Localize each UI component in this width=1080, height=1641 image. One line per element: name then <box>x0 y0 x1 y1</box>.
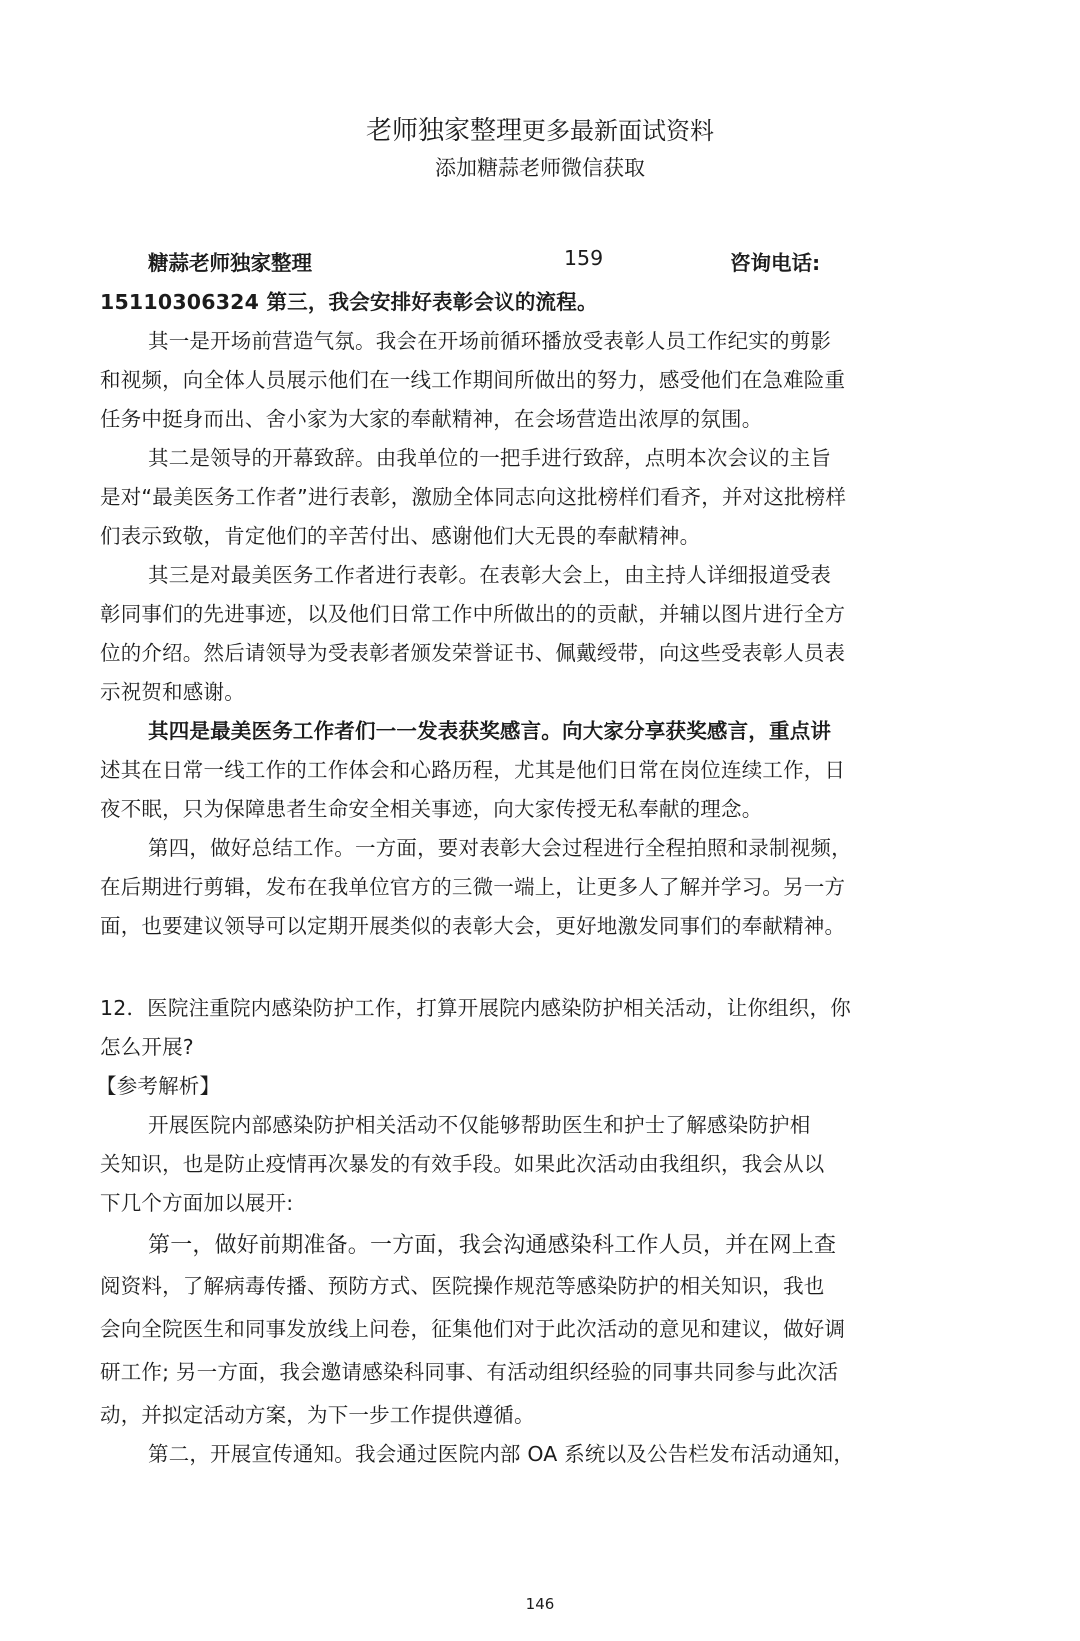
meta-author: 糖蒜老师独家整理 <box>148 251 312 275</box>
body-line: 会向全院医生和同事发放线上问卷，征集他们对于此次活动的意见和建议，做好调 <box>100 1317 846 1341</box>
body-line: 和视频，向全体人员展示他们在一线工作期间所做出的努力，感受他们在急难险重 <box>100 368 846 392</box>
meta-number: 159 <box>564 246 604 270</box>
body-line: 开展医院内部感染防护相关活动不仅能够帮助医生和护士了解感染防护相 <box>148 1113 811 1137</box>
body-line: 其二是领导的开幕致辞。由我单位的一把手进行致辞，点明本次会议的主旨 <box>148 446 832 470</box>
body-line: 其一是开场前营造气氛。我会在开场前循环播放受表彰人员工作纪实的剪影 <box>148 329 832 353</box>
body-line: 示祝贺和感谢。 <box>100 680 245 704</box>
body-line: 其三是对最美医务工作者进行表彰。在表彰大会上，由主持人详细报道受表 <box>148 563 832 587</box>
meta-phone-label: 咨询电话: <box>730 251 821 275</box>
body-line: 位的介绍。然后请领导为受表彰者颁发荣誉证书、佩戴绶带，向这些受表彰人员表 <box>100 641 846 665</box>
body-line: 面，也要建议领导可以定期开展类似的表彰大会，更好地激发同事们的奉献精神。 <box>100 914 846 938</box>
header-subtitle: 添加糖蒜老师微信获取 <box>435 156 645 180</box>
body-line: 第一，做好前期准备。一方面，我会沟通感染科工作人员，并在网上查 <box>148 1233 837 1258</box>
body-line: 第四，做好总结工作。一方面，要对表彰大会过程进行全程拍照和录制视频， <box>148 836 852 860</box>
section-label: 【参考解析】 <box>96 1074 221 1098</box>
question-line: 12．医院注重院内感染防护工作，打算开展院内感染防护相关活动，让你组织，你 <box>100 996 851 1020</box>
body-line: 夜不眠，只为保障患者生命安全相关事迹，向大家传授无私奉献的理念。 <box>100 797 763 821</box>
header-title <box>0 110 1080 147</box>
body-line: 研工作; 另一方面，我会邀请感染科同事、有活动组织经验的同事共同参与此次活 <box>100 1360 839 1384</box>
body-line: 们表示致敬，肯定他们的辛苦付出、感谢他们大无畏的奉献精神。 <box>100 524 701 548</box>
body-line: 述其在日常一线工作的工作体会和心路历程，尤其是他们日常在岗位连续工作，日 <box>100 758 846 782</box>
body-line: 其四是最美医务工作者们一一发表获奖感言。向大家分享获奖感言，重点讲 <box>148 719 832 743</box>
body-line: 是对“最美医务工作者”进行表彰，激励全体同志向这批榜样们看齐，并对这批榜样 <box>100 485 847 509</box>
page-number: 146 <box>525 1595 555 1613</box>
body-line: 任务中挺身而出、舍小家为大家的奉献精神，在会场营造出浓厚的氛围。 <box>100 407 763 431</box>
body-line: 彰同事们的先进事迹，以及他们日常工作中所做出的的贡献，并辅以图片进行全方 <box>100 602 846 626</box>
body-line: 关知识，也是防止疫情再次暴发的有效手段。如果此次活动由我组织，我会从以 <box>100 1152 825 1176</box>
body-line: 动，并拟定活动方案，为下一步工作提供遵循。 <box>100 1403 535 1427</box>
question-line: 怎么开展? <box>100 1035 194 1059</box>
body-line: 阅资料，了解病毒传播、预防方式、医院操作规范等感染防护的相关知识，我也 <box>100 1274 825 1298</box>
body-line: 在后期进行剪辑，发布在我单位官方的三微一端上，让更多人了解并学习。另一方 <box>100 875 846 899</box>
body-line: 第二，开展宣传通知。我会通过医院内部 OA 系统以及公告栏发布活动通知， <box>148 1442 855 1466</box>
body-line: 下几个方面加以展开: <box>100 1191 294 1215</box>
header-title-large: 老师独家整理 <box>365 116 522 146</box>
header-title-small: 更多最新面试资料 <box>522 117 714 145</box>
body-line: 15110306324 第三，我会安排好表彰会议的流程。 <box>100 290 598 314</box>
